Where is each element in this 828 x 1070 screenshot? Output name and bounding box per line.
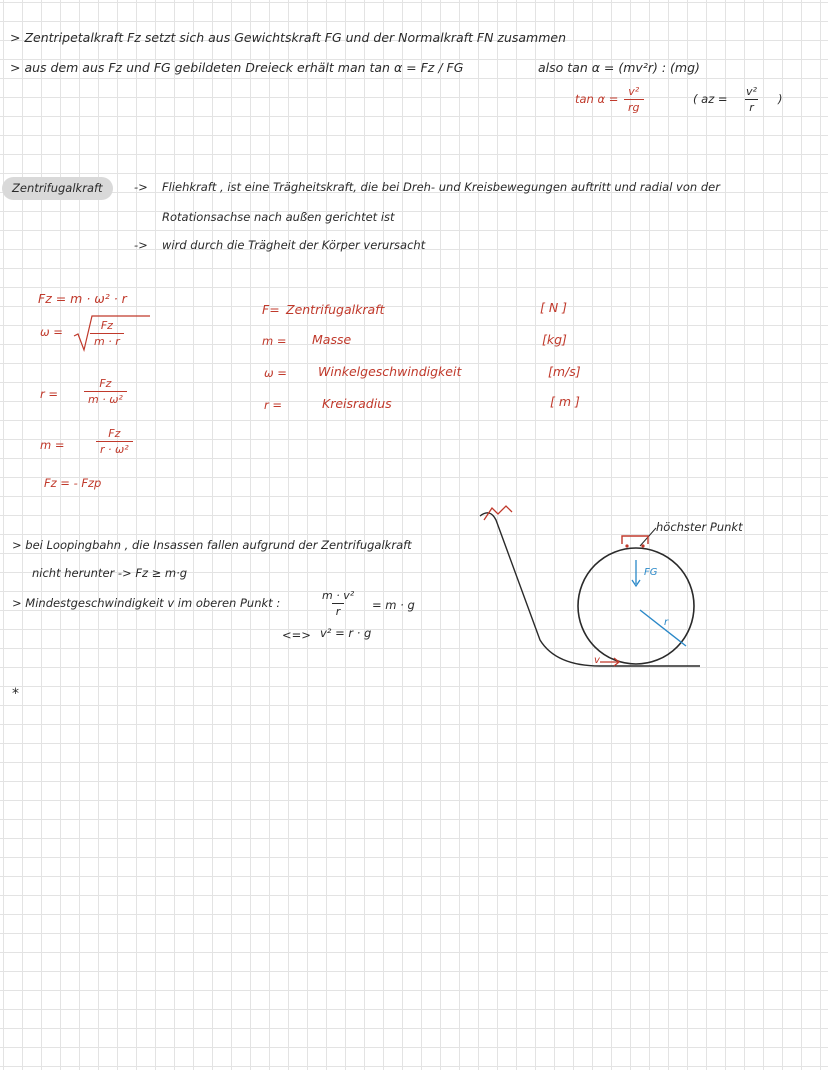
looping-eq-rhs: = m · g bbox=[372, 598, 415, 612]
cart-top bbox=[622, 536, 648, 544]
looping-line-3: > Mindestgeschwindigkeit v im oberen Punkt : bbox=[12, 596, 281, 610]
legend-desc-m: Masse bbox=[312, 332, 352, 347]
label-hoechster-punkt: höchster Punkt bbox=[656, 520, 743, 534]
zf-arrow-2: -> bbox=[134, 238, 148, 252]
legend-desc-w: Winkelgeschwindigkeit bbox=[318, 364, 462, 379]
radius-line bbox=[640, 610, 686, 646]
label-fg: FG bbox=[644, 567, 658, 578]
looping-line-1: > bei Loopingbahn , die Insassen fallen aufgrund der Zentrifugalkraft bbox=[12, 538, 412, 552]
zentrifugalkraft-label: Zentrifugalkraft bbox=[2, 177, 113, 200]
formula-m-lhs: m = bbox=[40, 438, 65, 452]
legend-unit-w: [m/s] bbox=[548, 364, 581, 379]
legend-sym-m: m = bbox=[262, 334, 287, 348]
legend-sym-w: ω = bbox=[264, 366, 287, 380]
legend-sym-f: F= bbox=[262, 302, 280, 317]
line-zentripetalkraft: > Zentripetalkraft Fz setzt sich aus Gewichtskraft FG und der Normalkraft FN zusammen bbox=[10, 30, 567, 45]
legend-desc-r: Kreisradius bbox=[322, 396, 392, 411]
formula-r-denominator: m · ω² bbox=[84, 391, 127, 405]
formula-m-denominator: r · ω² bbox=[96, 441, 133, 455]
line-dreieck: > aus dem aus Fz und FG gebildeten Dreieck erhält man tan α = Fz / FG bbox=[10, 60, 464, 75]
formula-w-denominator: m · r bbox=[90, 333, 124, 347]
az-lhs: ( az = bbox=[693, 92, 728, 106]
looping-eq-numerator: m · v² bbox=[322, 589, 355, 602]
tan-denominator: rg bbox=[624, 99, 644, 113]
star-bullet: * bbox=[12, 686, 19, 702]
label-v: v bbox=[594, 655, 600, 666]
tan-numerator: v² bbox=[628, 85, 640, 98]
label-r: r bbox=[664, 617, 669, 628]
formula-w-numerator: Fz bbox=[100, 319, 113, 332]
az-numerator: v² bbox=[746, 85, 757, 98]
zf-definition-3: wird durch die Trägheit der Körper verursacht bbox=[162, 238, 426, 252]
formula-w-lhs: ω = bbox=[40, 325, 63, 339]
az-denominator: r bbox=[745, 99, 758, 113]
looping-line-2: nicht herunter -> Fz ≥ m·g bbox=[32, 566, 188, 580]
legend-sym-r: r = bbox=[264, 398, 283, 412]
cart-sketch bbox=[484, 506, 512, 520]
formula-fz: Fz = m · ω² · r bbox=[38, 291, 127, 306]
legend-unit-f: [ N ] bbox=[540, 300, 568, 315]
az-close: ) bbox=[778, 92, 783, 106]
legend-unit-r: [ m ] bbox=[550, 394, 580, 409]
zf-arrow: -> bbox=[134, 180, 148, 194]
looping-eq-denominator: r bbox=[332, 603, 345, 617]
formula-fz-fzp: Fz = - Fzp bbox=[44, 476, 102, 490]
formula-r-numerator: Fz bbox=[99, 377, 112, 390]
zf-definition-2: Rotationsachse nach außen gerichtet ist bbox=[162, 210, 395, 224]
formula-r-lhs: r = bbox=[40, 387, 59, 401]
also-tan: also tan α = (mv²r) : (mg) bbox=[538, 60, 700, 75]
tan-lhs: tan α = bbox=[575, 92, 619, 106]
zf-definition-1: Fliehkraft , ist eine Trägheitskraft, die bei Dreh- und Kreisbewegungen auftritt und radial von der bbox=[162, 180, 720, 194]
looping-equiv: <=> bbox=[282, 628, 311, 642]
track-ramp bbox=[480, 513, 700, 666]
legend-unit-m: [kg] bbox=[542, 332, 567, 347]
formula-m-numerator: Fz bbox=[108, 427, 121, 440]
legend-desc-f: Zentrifugalkraft bbox=[286, 302, 385, 317]
looping-eq-2: v² = r · g bbox=[320, 626, 372, 640]
